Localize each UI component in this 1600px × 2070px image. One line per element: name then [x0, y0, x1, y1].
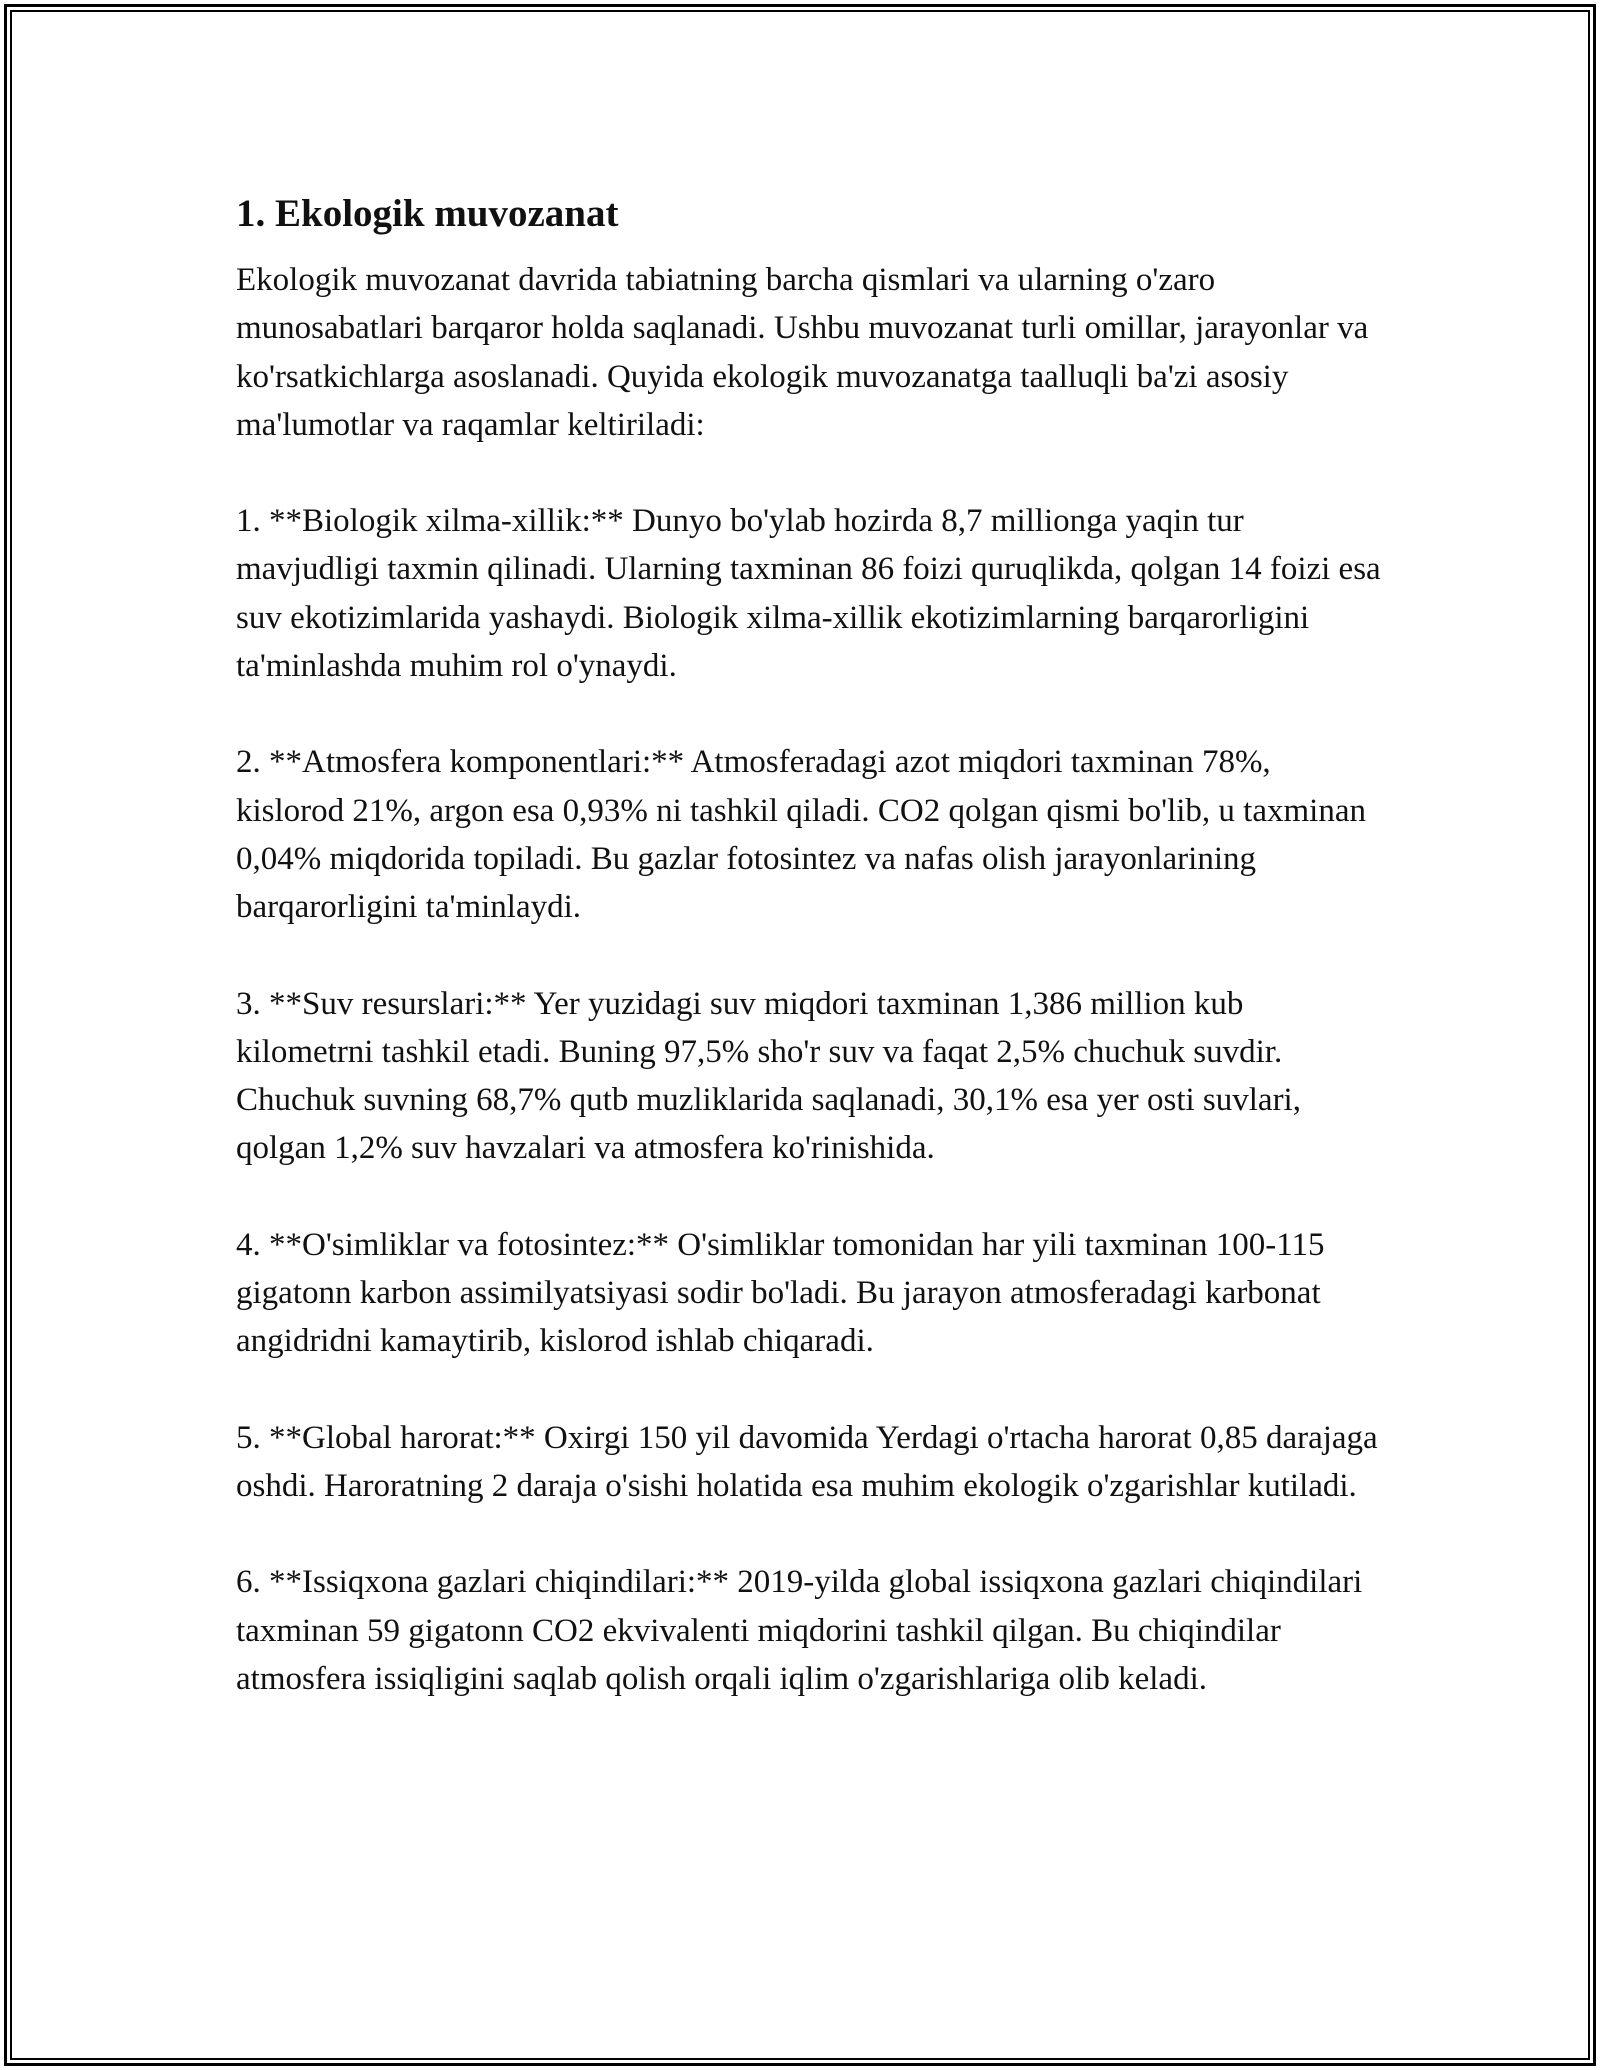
section-heading: 1. Ekologik muvozanat [236, 192, 619, 235]
item-plants-photosynthesis: 4. **O'simliklar va fotosintez:** O'simliklar tomonidan har yili taxminan 100-115 gigatonn karbon assimilyatsiyasi sodir bo'ladi. Bu jarayon atmosferadagi karbonat angidridni kamaytirib, kislorod ishlab chiqaradi. [236, 1226, 1325, 1360]
item-biodiversity: 1. **Biologik xilma-xillik:** Dunyo bo'ylab hozirda 8,7 millionga yaqin tur mavjudligi taxmin qilinadi. Ularning taxminan 86 foizi quruqlikda, qolgan 14 foizi esa suv ekotizimlarida yashaydi. Biologik xilma-xillik ekotizimlarning barqarorligini ta'minlashda muhim rol o'ynaydi. [236, 503, 1381, 685]
intro-paragraph: Ekologik muvozanat davrida tabiatning barcha qismlari va ularning o'zaro munosabatlari barqaror holda saqlanadi. Ushbu muvozanat turli omillar, jarayonlar va ko'rsatkichlarga asoslanadi. Quyida ekologik muvozanatga taalluqli ba'zi asosiy ma'lumotlar va raqamlar keltiriladi: [236, 262, 1369, 443]
item-water-resources: 3. **Suv resurslari:** Yer yuzidagi suv miqdori taxminan 1,386 million kub kilometrni tashkil etadi. Buning 97,5% sho'r suv va faqat 2,5% chuchuk suvdir. Chuchuk suvning 68,7% qutb muzliklarida saqlanadi, 30,1% esa yer osti suvlari, qolgan 1,2% suv havzalari va atmosfera ko'rinishida. [236, 985, 1301, 1167]
item-greenhouse-emissions: 6. **Issiqxona gazlari chiqindilari:** 2019-yilda global issiqxona gazlari chiqindilari taxminan 59 gigatonn CO2 ekvivalenti miqdorini tashkil qilgan. Bu chiqindilar atmosfera issiqligini saqlab qolish orqali iqlim o'zgarishlariga olib keladi. [236, 1564, 1363, 1697]
document-body [236, 186, 1381, 1751]
item-atmosphere: 2. **Atmosfera komponentlari:** Atmosferadagi azot miqdori taxminan 78%, kislorod 21%, argon esa 0,93% ni tashkil qiladi. CO2 qolgan qismi bo'lib, u taxminan 0,04% miqdorida topiladi. Bu gazlar fotosintez va nafas olish jarayonlarining barqarorligini ta'minlaydi. [236, 744, 1366, 926]
item-global-temperature: 5. **Global harorat:** Oxirgi 150 yil davomida Yerdagi o'rtacha harorat 0,85 darajaga oshdi. Haroratning 2 daraja o'sishi holatida esa muhim ekologik o'zgarishlar kutiladi. [236, 1419, 1378, 1504]
